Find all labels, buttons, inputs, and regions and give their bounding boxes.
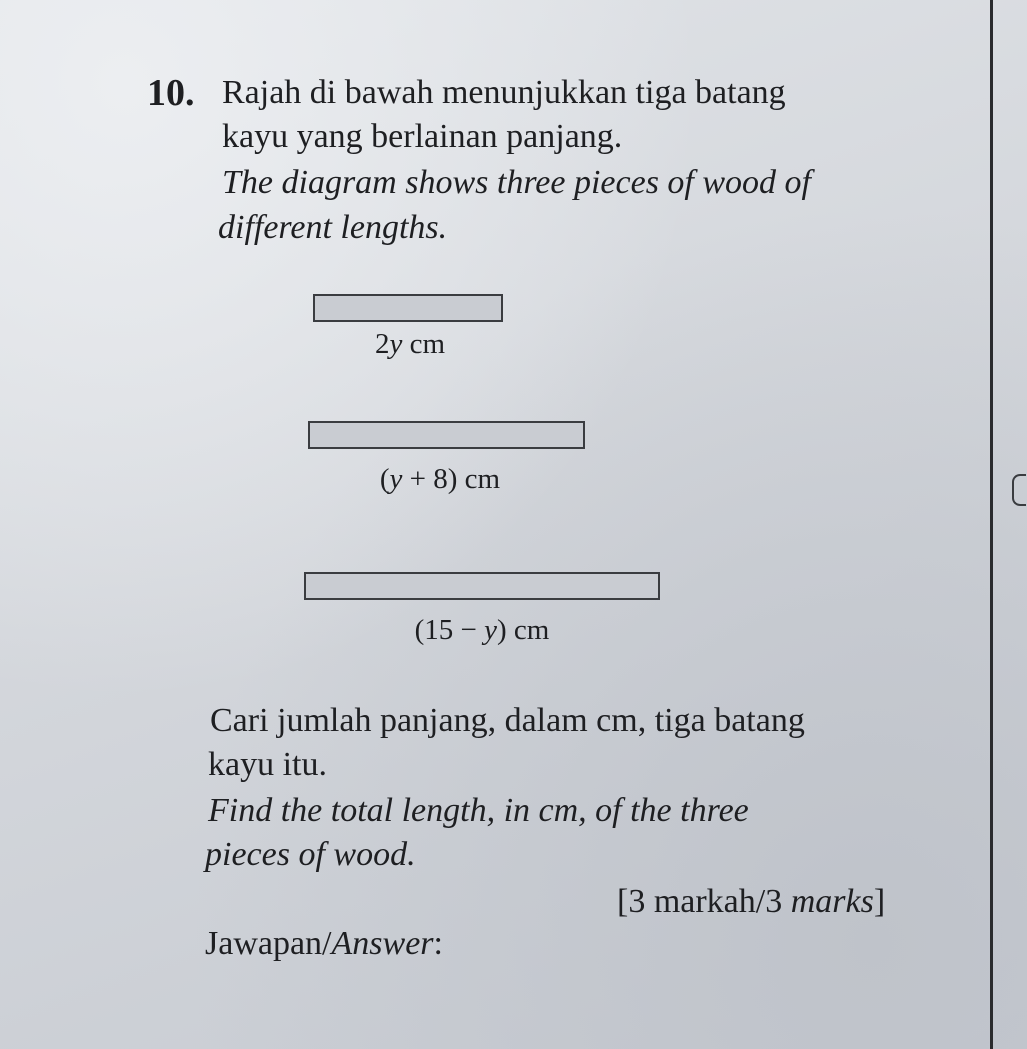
marks-prefix: [3 markah/3 [617, 883, 791, 920]
task-malay-line-1: Cari jumlah panjang, dalam cm, tiga batang [210, 702, 805, 739]
task-english-line-2: pieces of wood. [205, 836, 416, 873]
task-malay-line-2: kayu itu. [208, 746, 327, 783]
wood-1-variable: y [389, 328, 403, 360]
marks-italic: marks [790, 883, 874, 920]
wood-3-rest: ) cm [497, 614, 550, 646]
wood-2-open: ( [379, 463, 390, 495]
wood-1-unit: cm [402, 328, 446, 360]
wood-2-rest: + 8) cm [402, 463, 501, 495]
answer-english: Answer [331, 925, 434, 962]
answer-label [205, 922, 443, 966]
margin-bracket-mark [1012, 474, 1026, 506]
wood-1-coefficient: 2 [374, 328, 390, 360]
task-english-line-1: Find the total length, in cm, of the three [208, 792, 749, 829]
wood-3-variable: y [484, 614, 498, 646]
wood-3-open: (15 − [414, 614, 485, 646]
wood-piece-2-label [330, 462, 550, 496]
intro-english-line-2: different lengths. [218, 209, 448, 246]
wood-piece-1-label [330, 327, 490, 361]
wood-2-variable: y [389, 463, 403, 495]
intro-malay-line-1: Rajah di bawah menunjukkan tiga batang [222, 74, 786, 111]
answer-malay: Jawapan/ [205, 925, 332, 962]
intro-malay-line-2: kayu yang berlainan panjang. [222, 118, 623, 155]
wood-piece-3-label [382, 613, 582, 647]
marks-suffix: ] [873, 883, 886, 920]
wood-piece-1 [313, 294, 503, 322]
question-number: 10. [147, 72, 195, 114]
page-border-line [990, 0, 993, 1049]
wood-piece-2 [308, 421, 585, 449]
intro-english-line-1: The diagram shows three pieces of wood of [222, 164, 811, 201]
answer-suffix: : [433, 925, 443, 962]
wood-piece-3 [304, 572, 660, 600]
marks-label [617, 880, 885, 924]
